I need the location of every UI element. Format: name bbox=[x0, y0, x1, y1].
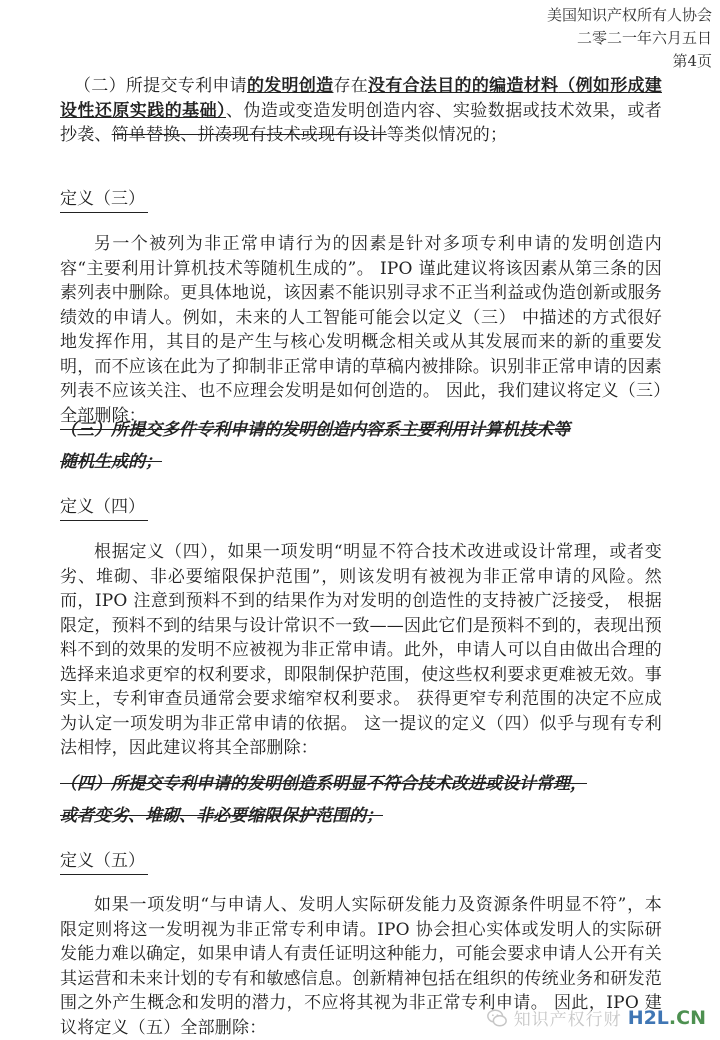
intro-text-e: （例如形成建设性还原实践的基础） bbox=[60, 76, 662, 121]
intro-paragraph bbox=[60, 74, 662, 148]
intro-text-d: 没有合法目的的编造材料 bbox=[368, 76, 559, 96]
definition-4-struck-line-2: 或者变劣、堆砌、非必要缩限保护范围的； bbox=[60, 806, 383, 826]
definition-3-heading: 定义（三） bbox=[60, 188, 148, 213]
definition-5-heading: 定义（五） bbox=[60, 850, 148, 875]
watermark-logo bbox=[628, 1007, 706, 1029]
intro-text-a: （二）所提交专利申请 bbox=[74, 76, 247, 96]
header-page-number: 第4页 bbox=[672, 52, 712, 70]
intro-text-f: 、伪造或变造发明创造内容、实验数据或技术效果，或者抄袭、 bbox=[60, 100, 662, 145]
definition-3-struck-line-1: （三）所提交多件专利申请的发明创造内容系主要利用计算机技术等 bbox=[60, 420, 570, 440]
definition-5-body: 如果一项发明“与申请人、发明人实际研发能力及资源条件明显不符”，本限定则将这一发明视为非正常专利申请。IPO 协会担心实体或发明人的实际研发能力难以确定，如果申请人有责任证明这种能力，可能会要求申请人公开有关其运营和未来计划的专有和敏感信息。创新精神包括在组织的传统业务和研发范围之外产生概念和发明的潜力，不应将其视为非正常专利申请。 因此，IPO 建议将定义（五）全部删除： bbox=[60, 895, 662, 1038]
watermark-text: 知识产权行财 bbox=[513, 1010, 622, 1030]
watermark-logo-suffix: .CN bbox=[668, 1006, 706, 1029]
intro-text-g: 简单替换、拼凑现有技术或现有设计 bbox=[111, 125, 387, 145]
definition-4-heading: 定义（四） bbox=[60, 496, 148, 521]
definition-3-struck-line-2: 随机生成的； bbox=[60, 452, 162, 472]
definition-3-body: 另一个被列为非正常申请行为的因素是针对多项专利申请的发明创造内容“主要利用计算机技术等随机生成的”。 IPO 谨此建议将该因素从第三条的因素列表中删除。更具体地说，该因素不能识别寻求不正当利益或伪造创新或服务绩效的申请人。例如，未来的人工智能可能会以定义（三） 中描述的方式很好地发挥作用，其目的是产生与核心发明概念相关或从其发展而来的新的重要发明，而不应该在此为了抑制非正常申请的草稿内被排除。识别非正常申请的因素列表不应该关注、也不应理会发明是如何创造的。 因此，我们建议将定义（三）全部删除： bbox=[60, 234, 662, 426]
page-header bbox=[472, 4, 712, 73]
intro-text-b: 的发明创造 bbox=[246, 76, 334, 96]
intro-text-c: 存在 bbox=[333, 76, 369, 96]
definition-4-struck-line-1: （四）所提交专利申请的发明创造系明显不符合技术改进或设计常理， bbox=[60, 774, 587, 794]
intro-text-h: 等类似情况的； bbox=[386, 125, 508, 145]
header-date: 二零二一年六月五日 bbox=[576, 29, 712, 47]
definition-4-body: 根据定义（四），如果一项发明“明显不符合技术改进或设计常理，或者变劣、堆砌、非必要缩限保护范围”，则该发明有被视为非正常申请的风险。然而，IPO 注意到预料不到的结果作为对发明的创造性的支持被广泛接受， 根据限定，预料不到的结果与设计常识不一致——因此它们是预料不到的，表现出预料不到的效果的发明不应被视为非正常申请。此外，申请人可以自由做出合理的选择来追求更窄的权利要求，即限制保护范围，使这些权利要求更难被无效。事实上，专利审查员通常会要求缩窄权利要求。 获得更窄专利范围的决定不应成为认定一项发明为非正常申请的依据。 这一提议的定义（四）似乎与现有专利法相悖，因此建议将其全部删除： bbox=[60, 542, 662, 758]
watermark-logo-main: H2L bbox=[627, 1006, 669, 1029]
header-org: 美国知识产权所有人协会 bbox=[546, 6, 712, 24]
wechat-icon bbox=[486, 1007, 508, 1029]
watermark bbox=[486, 1005, 706, 1030]
